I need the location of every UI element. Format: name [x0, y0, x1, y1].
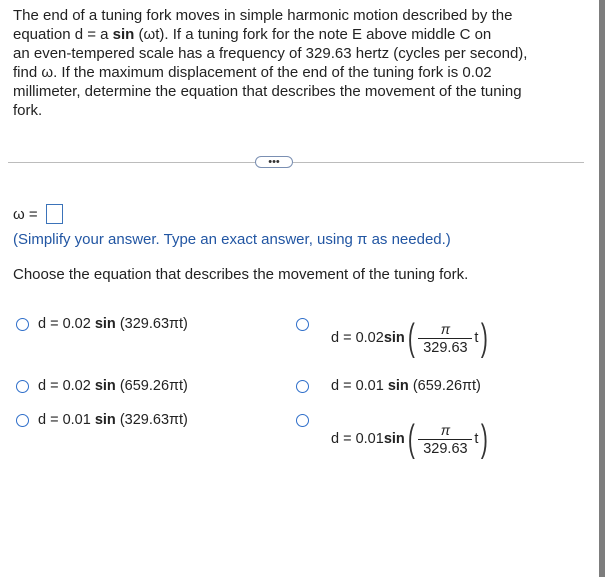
- expand-more-button[interactable]: •••: [255, 156, 293, 168]
- option-text: d = 0.02: [38, 316, 95, 332]
- radio-option-f[interactable]: [296, 414, 309, 427]
- radio-option-e[interactable]: [16, 414, 29, 427]
- time-variable: t: [474, 431, 479, 447]
- section-divider: [8, 162, 584, 163]
- radio-option-d[interactable]: [296, 380, 309, 393]
- question-fragment: (ωt). If a tuning fork for the note E above middle C on: [134, 26, 492, 43]
- question-line: [13, 25, 578, 44]
- option-b-label: [331, 319, 491, 357]
- radio-option-a[interactable]: [16, 318, 29, 331]
- question-line: millimeter, determine the equation that describes the movement of the tuning: [13, 83, 522, 100]
- sin-function: sin: [383, 330, 405, 346]
- question-fragment: equation d = a: [13, 26, 113, 43]
- fraction: [418, 421, 472, 458]
- question-line: fork.: [13, 102, 43, 119]
- omega-label: ω =: [13, 205, 38, 223]
- sin-function: sin: [112, 26, 135, 43]
- question-text: [13, 6, 578, 120]
- sin-function: sin: [94, 316, 116, 332]
- fraction-numerator: π: [440, 320, 451, 337]
- time-variable: t: [474, 330, 479, 346]
- sin-function: sin: [94, 412, 116, 428]
- option-text: (659.26πt): [408, 378, 481, 394]
- answer-hint: (Simplify your answer. Type an exact answer, using π as needed.): [13, 231, 451, 248]
- right-paren: ): [481, 317, 489, 359]
- option-d-label: [331, 378, 481, 394]
- scrollbar[interactable]: [599, 0, 605, 577]
- question-line: The end of a tuning fork moves in simple harmonic motion described by the: [13, 7, 513, 24]
- radio-option-b[interactable]: [296, 318, 309, 331]
- radio-option-c[interactable]: [16, 380, 29, 393]
- sin-function: sin: [383, 431, 405, 447]
- option-text: (659.26πt): [115, 378, 188, 394]
- option-a-label: [38, 316, 188, 332]
- omega-answer-input[interactable]: [46, 204, 63, 224]
- fraction-denominator: 329.63: [423, 339, 468, 356]
- fraction: [418, 320, 472, 357]
- option-text: d = 0.02: [331, 330, 384, 346]
- option-e-label: [38, 412, 188, 428]
- question-line: find ω. If the maximum displacement of the end of the tuning fork is 0.02: [13, 64, 492, 81]
- question-line: an even-tempered scale has a frequency of 329.63 hertz (cycles per second),: [13, 45, 528, 62]
- left-paren: (: [407, 418, 415, 460]
- fraction-denominator: 329.63: [423, 440, 468, 457]
- sin-function: sin: [387, 378, 409, 394]
- option-c-label: [38, 378, 188, 394]
- fraction-numerator: π: [440, 421, 451, 438]
- option-text: d = 0.02: [38, 378, 95, 394]
- option-text: d = 0.01: [38, 412, 95, 428]
- sin-function: sin: [94, 378, 116, 394]
- left-paren: (: [407, 317, 415, 359]
- option-text: (329.63πt): [115, 316, 188, 332]
- option-f-label: [331, 420, 491, 458]
- choose-prompt: Choose the equation that describes the movement of the tuning fork.: [13, 266, 469, 283]
- option-text: d = 0.01: [331, 431, 384, 447]
- right-paren: ): [481, 418, 489, 460]
- option-text: d = 0.01: [331, 378, 388, 394]
- omega-answer-row: [13, 204, 63, 224]
- option-text: (329.63πt): [115, 412, 188, 428]
